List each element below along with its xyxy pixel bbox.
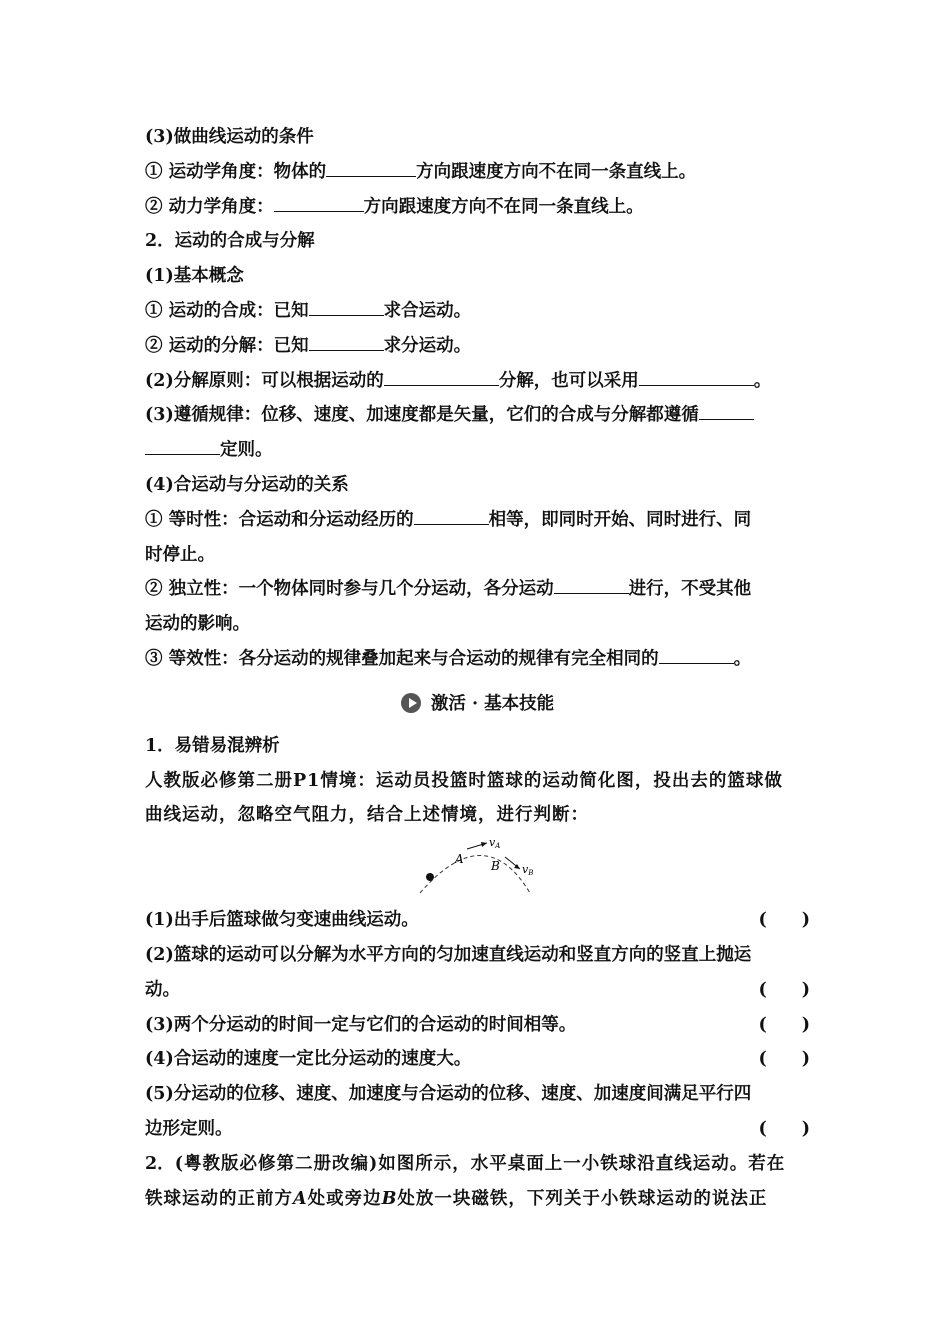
- condition-heading: (3)做曲线运动的条件: [145, 127, 314, 147]
- judgment-item-3: (3)两个分运动的时间一定与它们的合运动的时间相等。 ( ): [145, 1008, 810, 1043]
- vector-rule-cont: 定则。: [145, 433, 810, 468]
- answer-bracket[interactable]: ( ): [758, 1118, 810, 1139]
- fill-blank[interactable]: [384, 366, 499, 385]
- independence: ② 独立性：一个物体同时参与几个分运动，各分运动 进行，不受其他: [145, 572, 810, 607]
- fill-blank[interactable]: [414, 505, 489, 524]
- equivalence: ③ 等效性：各分运动的规律叠加起来与合运动的规律有完全相同的 。: [145, 642, 810, 677]
- isochronism: ① 等时性：合运动和分运动经历的 相等，即同时开始、同时进行、同: [145, 503, 810, 538]
- kinematics-condition: ① 运动学角度：物体的 方向跟速度方向不在同一条直线上。: [145, 155, 810, 190]
- answer-bracket[interactable]: ( ): [758, 1014, 810, 1035]
- context-text: 人教版必修第二册P1情境：运动员投篮时篮球的运动简化图，投出去的篮球做: [145, 770, 783, 791]
- question-2-line1: 2．(粤教版必修第二册改编)如图所示，水平桌面上一小铁球沿直线运动。若在: [145, 1153, 786, 1174]
- basketball-trajectory-figure: [145, 833, 810, 903]
- question-heading: 1．易错易混辨析: [145, 735, 280, 756]
- dynamics-condition: ② 动力学角度： 方向跟速度方向不在同一条直线上。: [145, 190, 810, 225]
- fill-blank[interactable]: [554, 575, 629, 594]
- trajectory-diagram: [415, 833, 555, 897]
- velocity-a-label: vA: [489, 836, 501, 851]
- fill-blank[interactable]: [274, 192, 364, 211]
- answer-bracket[interactable]: ( ): [758, 1049, 810, 1070]
- answer-bracket[interactable]: ( ): [758, 910, 810, 931]
- subheading: (1)基本概念: [145, 266, 244, 287]
- fill-blank[interactable]: [309, 297, 384, 316]
- point-a-label: A: [455, 852, 464, 867]
- velocity-b-label: vB: [522, 863, 534, 878]
- judgment-item-4: (4)合运动的速度一定比分运动的速度大。 ( ): [145, 1042, 810, 1077]
- section-heading: 2．运动的合成与分解: [145, 231, 315, 252]
- fill-blank[interactable]: [639, 366, 754, 385]
- fill-blank[interactable]: [699, 401, 754, 420]
- subheading: (4)合运动与分运动的关系: [145, 474, 349, 495]
- fill-blank[interactable]: [145, 436, 220, 455]
- fill-blank[interactable]: [309, 331, 384, 350]
- judgment-item-5-cont: 边形定则。 ( ): [145, 1112, 810, 1147]
- vector-rule: (3)遵循规律：位移、速度、加速度都是矢量，它们的合成与分解都遵循: [145, 398, 810, 433]
- isochronism-cont: 时停止。: [145, 544, 215, 565]
- judgment-item-5: (5)分运动的位移、速度、加速度与合运动的位移、速度、加速度间满足平行四: [145, 1084, 752, 1105]
- judgment-item-2-cont: 动。 ( ): [145, 973, 810, 1008]
- trajectory-curve: [420, 856, 530, 894]
- document-page: [145, 120, 810, 1216]
- independence-cont: 运动的影响。: [145, 614, 250, 635]
- decomposition-principle: (2)分解原则：可以根据运动的 分解，也可以采用 。: [145, 364, 810, 399]
- judgment-item-2: (2)篮球的运动可以分解为水平方向的匀加速直线运动和竖直方向的竖直上抛运: [145, 944, 752, 965]
- question-2-line2: 铁球运动的正前方A处或旁边B处放一块磁铁，下列关于小铁球运动的说法正: [145, 1188, 768, 1209]
- context-text-cont: 曲线运动，忽略空气阻力，结合上述情境，进行判断：: [145, 805, 589, 826]
- answer-bracket[interactable]: ( ): [758, 979, 810, 1000]
- fill-blank[interactable]: [326, 157, 416, 176]
- ball: [426, 873, 434, 881]
- section-banner: 激活 · 基本技能: [145, 677, 810, 729]
- composition-definition: ① 运动的合成：已知 求合运动。: [145, 294, 810, 329]
- play-icon: [401, 693, 421, 713]
- decomposition-definition: ② 运动的分解：已知 求分运动。: [145, 329, 810, 364]
- fill-blank[interactable]: [659, 645, 734, 664]
- judgment-item-1: (1)出手后篮球做匀变速曲线运动。 ( ): [145, 903, 810, 938]
- point-b-label: B: [491, 859, 500, 874]
